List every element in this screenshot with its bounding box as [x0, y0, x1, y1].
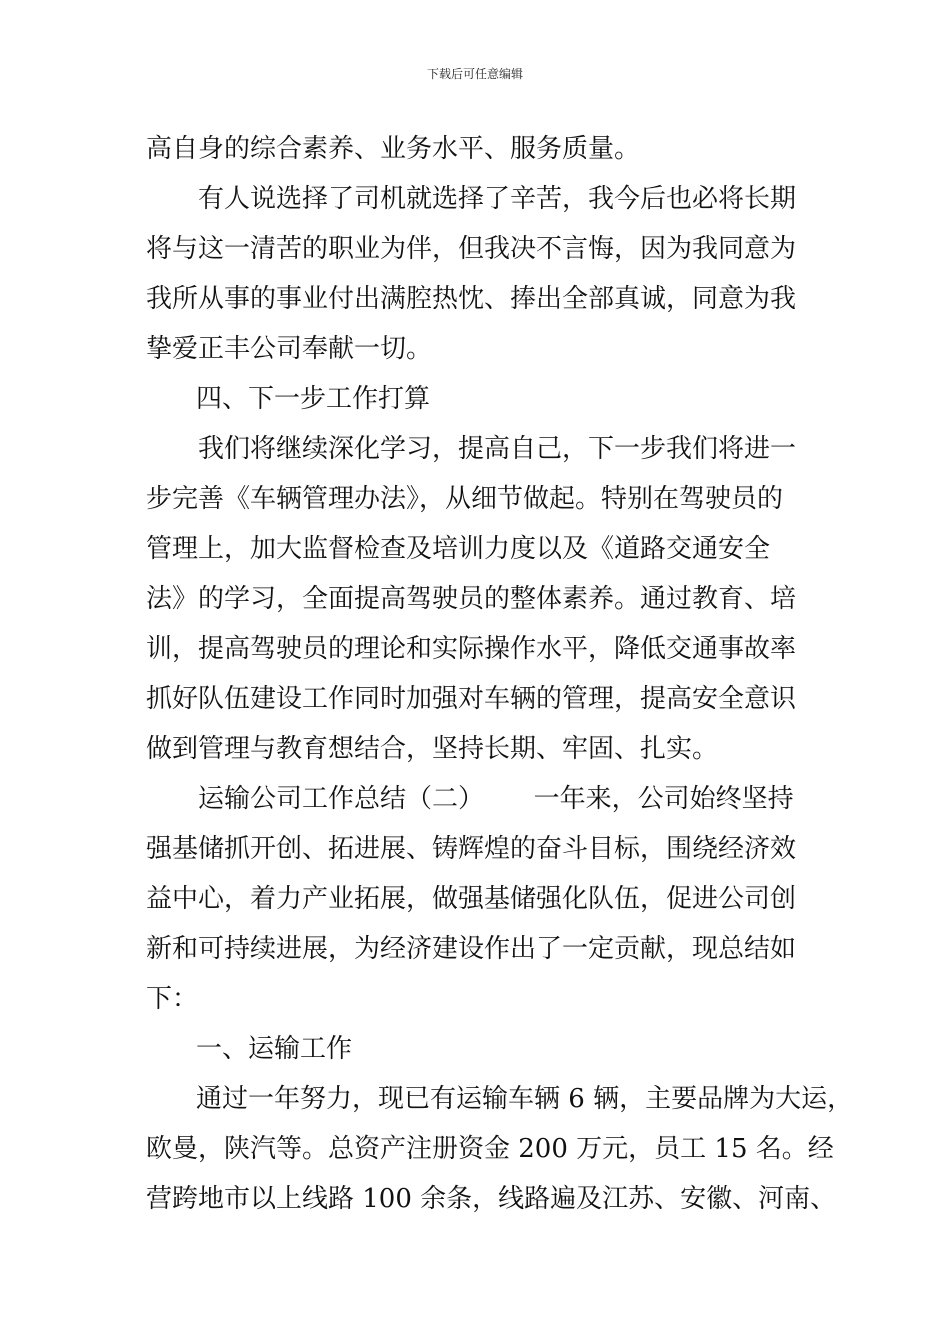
text-line: 挚爱正丰公司奉献一切。 [146, 334, 433, 364]
section-title-line: 运输公司工作总结（二） 一年来，公司始终坚持 [198, 784, 794, 814]
page-header: 下载后可任意编辑 [426, 67, 523, 81]
text-line: 做到管理与教育想结合，坚持长期、牢固、扎实。 [146, 734, 719, 764]
text-line: 我们将继续深化学习，提高自己，下一步我们将进一 [198, 434, 797, 464]
text-line: 通过一年努力，现已有运输车辆 6 辆，主要品牌为大运， [196, 1084, 854, 1114]
text-line: 益中心，着力产业拓展，做强基储强化队伍，促进公司创 [146, 884, 797, 914]
text-line: 步完善《车辆管理办法》，从细节做起。特别在驾驶员的 [146, 484, 784, 514]
text-line: 下： [146, 984, 199, 1014]
text-line: 抓好队伍建设工作同时加强对车辆的管理，提高安全意识 [146, 684, 797, 714]
text-line: 将与这一清苦的职业为伴，但我决不言悔，因为我同意为 [146, 234, 797, 264]
text-line: 高自身的综合素养、业务水平、服务质量。 [146, 134, 641, 164]
text-line: 新和可持续进展，为经济建设作出了一定贡献，现总结如 [146, 934, 797, 964]
text-line: 管理上，加大监督检查及培训力度以及《道路交通安全 [146, 534, 771, 564]
text-line: 欧曼，陕汽等。总资产注册资金 200 万元，员工 15 名。经 [146, 1134, 834, 1164]
text-line: 法》的学习，全面提高驾驶员的整体素养。通过教育、培 [146, 584, 797, 614]
text-line: 营跨地市以上线路 100 余条，线路遍及江苏、安徽、河南、 [146, 1184, 837, 1214]
text-line: 我所从事的事业付出满腔热忱、捧出全部真诚，同意为我 [146, 284, 797, 314]
text-line: 强基储抓开创、拓进展、铸辉煌的奋斗目标，围绕经济效 [146, 834, 797, 864]
section-heading: 一、运输工作 [196, 1034, 353, 1064]
text-line: 有人说选择了司机就选择了辛苦，我今后也必将长期 [198, 184, 797, 214]
section-heading: 四、下一步工作打算 [196, 384, 431, 414]
text-line: 训，提高驾驶员的理论和实际操作水平，降低交通事故率 [146, 634, 797, 664]
